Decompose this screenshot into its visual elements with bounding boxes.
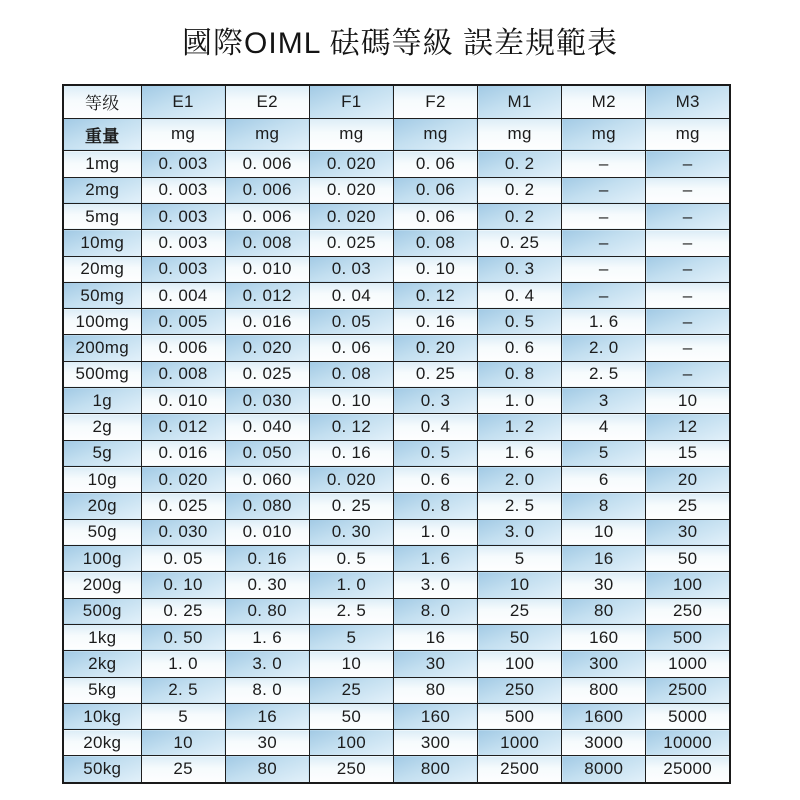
table-row-50g — [63, 519, 730, 545]
value-cell: 0. 80 — [225, 598, 309, 624]
value-cell: 80 — [225, 756, 309, 783]
value-cell: 0. 003 — [141, 203, 225, 229]
value-cell: 0. 2 — [478, 177, 562, 203]
class-header-row — [63, 85, 730, 118]
value-cell: 0. 020 — [309, 177, 393, 203]
table-row-1kg — [63, 624, 730, 650]
value-cell: 0. 012 — [141, 414, 225, 440]
value-cell: 0. 2 — [478, 203, 562, 229]
value-cell: 30 — [562, 572, 646, 598]
value-cell: 0. 040 — [225, 414, 309, 440]
table-row-2g — [63, 414, 730, 440]
class-header-E2: E2 — [225, 85, 309, 118]
value-cell: 0. 06 — [309, 335, 393, 361]
value-cell: – — [562, 151, 646, 177]
value-cell: 5 — [562, 440, 646, 466]
unit-cell: mg — [225, 118, 309, 151]
value-cell: 0. 020 — [225, 335, 309, 361]
value-cell: 80 — [562, 598, 646, 624]
weight-cell: 100g — [63, 545, 141, 571]
value-cell: 0. 2 — [478, 151, 562, 177]
value-cell: 0. 05 — [309, 309, 393, 335]
weight-cell: 500g — [63, 598, 141, 624]
weight-cell: 200g — [63, 572, 141, 598]
unit-cell: mg — [562, 118, 646, 151]
value-cell: 0. 8 — [478, 361, 562, 387]
value-cell: 0. 25 — [478, 230, 562, 256]
value-cell: 300 — [393, 730, 477, 756]
value-cell: 0. 008 — [141, 361, 225, 387]
value-cell: 0. 10 — [393, 256, 477, 282]
value-cell: – — [562, 203, 646, 229]
class-header-M3: M3 — [646, 85, 730, 118]
value-cell: 0. 020 — [141, 467, 225, 493]
value-cell: 0. 006 — [225, 203, 309, 229]
class-header-F1: F1 — [309, 85, 393, 118]
value-cell: – — [646, 309, 730, 335]
table-row-100g — [63, 545, 730, 571]
value-cell: 160 — [562, 624, 646, 650]
value-cell: 0. 025 — [309, 230, 393, 256]
weight-cell: 5kg — [63, 677, 141, 703]
weight-cell: 100mg — [63, 309, 141, 335]
value-cell: 0. 5 — [393, 440, 477, 466]
value-cell: – — [646, 361, 730, 387]
value-cell: 0. 008 — [225, 230, 309, 256]
value-cell: 10 — [646, 388, 730, 414]
value-cell: 1. 2 — [478, 414, 562, 440]
value-cell: 0. 10 — [141, 572, 225, 598]
value-cell: 0. 3 — [393, 388, 477, 414]
value-cell: 3. 0 — [225, 651, 309, 677]
value-cell: 0. 006 — [141, 335, 225, 361]
value-cell: 0. 030 — [141, 519, 225, 545]
value-cell: 12 — [646, 414, 730, 440]
value-cell: 0. 4 — [393, 414, 477, 440]
value-cell: – — [562, 282, 646, 308]
value-cell: 0. 3 — [478, 256, 562, 282]
value-cell: 0. 020 — [309, 203, 393, 229]
page-title: 國際OIML 砝碼等級 誤差規範表 — [182, 27, 618, 60]
value-cell: 0. 003 — [141, 177, 225, 203]
value-cell: 2500 — [478, 756, 562, 783]
value-cell: 0. 5 — [309, 545, 393, 571]
value-cell: 0. 025 — [225, 361, 309, 387]
weight-cell: 2mg — [63, 177, 141, 203]
class-header-F2: F2 — [393, 85, 477, 118]
value-cell: 1. 0 — [141, 651, 225, 677]
value-cell: 2. 5 — [562, 361, 646, 387]
value-cell: 160 — [393, 703, 477, 729]
weight-cell: 20g — [63, 493, 141, 519]
oiml-tolerance-table — [62, 84, 731, 784]
value-cell: 0. 16 — [309, 440, 393, 466]
value-cell: 8. 0 — [393, 598, 477, 624]
value-cell: 0. 25 — [141, 598, 225, 624]
unit-cell: mg — [646, 118, 730, 151]
table-row-20kg — [63, 730, 730, 756]
value-cell: – — [646, 151, 730, 177]
value-cell: 0. 050 — [225, 440, 309, 466]
value-cell: 2. 0 — [478, 467, 562, 493]
value-cell: 0. 04 — [309, 282, 393, 308]
value-cell: 0. 006 — [225, 177, 309, 203]
value-cell: 8. 0 — [225, 677, 309, 703]
value-cell: 0. 30 — [225, 572, 309, 598]
value-cell: 0. 25 — [309, 493, 393, 519]
value-cell: 30 — [646, 519, 730, 545]
value-cell: 100 — [478, 651, 562, 677]
value-cell: 800 — [562, 677, 646, 703]
table-row-200g — [63, 572, 730, 598]
value-cell: 0. 16 — [393, 309, 477, 335]
value-cell: 500 — [646, 624, 730, 650]
value-cell: – — [646, 177, 730, 203]
value-cell: 0. 50 — [141, 624, 225, 650]
weight-cell: 10mg — [63, 230, 141, 256]
value-cell: 5000 — [646, 703, 730, 729]
value-cell: 0. 016 — [141, 440, 225, 466]
value-cell: 0. 010 — [225, 256, 309, 282]
value-cell: 10 — [309, 651, 393, 677]
table-row-10mg — [63, 230, 730, 256]
value-cell: 300 — [562, 651, 646, 677]
table-row-500g — [63, 598, 730, 624]
value-cell: 1000 — [646, 651, 730, 677]
weight-cell: 1g — [63, 388, 141, 414]
value-cell: – — [646, 230, 730, 256]
class-header-E1: E1 — [141, 85, 225, 118]
weight-cell: 20mg — [63, 256, 141, 282]
value-cell: 25 — [478, 598, 562, 624]
value-cell: 250 — [309, 756, 393, 783]
value-cell: 0. 5 — [478, 309, 562, 335]
value-cell: 0. 025 — [141, 493, 225, 519]
table-row-10kg — [63, 703, 730, 729]
table-row-50kg — [63, 756, 730, 783]
value-cell: 25000 — [646, 756, 730, 783]
weight-cell: 500mg — [63, 361, 141, 387]
value-cell: 0. 25 — [393, 361, 477, 387]
value-cell: 0. 016 — [225, 309, 309, 335]
value-cell: – — [646, 256, 730, 282]
value-cell: 0. 003 — [141, 230, 225, 256]
value-cell: 1. 0 — [393, 519, 477, 545]
value-cell: 100 — [309, 730, 393, 756]
value-cell: 1. 6 — [478, 440, 562, 466]
value-cell: – — [562, 230, 646, 256]
table-row-50mg — [63, 282, 730, 308]
value-cell: 3. 0 — [393, 572, 477, 598]
value-cell: 30 — [393, 651, 477, 677]
class-header-M1: M1 — [478, 85, 562, 118]
weight-cell: 200mg — [63, 335, 141, 361]
value-cell: 100 — [646, 572, 730, 598]
table-row-2mg — [63, 177, 730, 203]
value-cell: 0. 4 — [478, 282, 562, 308]
value-cell: – — [646, 335, 730, 361]
value-cell: 1. 6 — [225, 624, 309, 650]
value-cell: 0. 005 — [141, 309, 225, 335]
value-cell: 50 — [309, 703, 393, 729]
value-cell: 1. 6 — [393, 545, 477, 571]
unit-row — [63, 118, 730, 151]
weight-cell: 5g — [63, 440, 141, 466]
value-cell: 8000 — [562, 756, 646, 783]
value-cell: 10 — [562, 519, 646, 545]
value-cell: 0. 003 — [141, 151, 225, 177]
weight-cell: 10g — [63, 467, 141, 493]
weight-cell: 5mg — [63, 203, 141, 229]
table-row-5kg — [63, 677, 730, 703]
unit-cell: mg — [141, 118, 225, 151]
value-cell: 25 — [141, 756, 225, 783]
weight-cell: 1mg — [63, 151, 141, 177]
table-row-500mg — [63, 361, 730, 387]
table-row-10g — [63, 467, 730, 493]
value-cell: 16 — [562, 545, 646, 571]
value-cell: 80 — [393, 677, 477, 703]
value-cell: 250 — [478, 677, 562, 703]
value-cell: 3000 — [562, 730, 646, 756]
value-cell: 500 — [478, 703, 562, 729]
value-cell: 8 — [562, 493, 646, 519]
value-cell: 16 — [225, 703, 309, 729]
value-cell: 0. 20 — [393, 335, 477, 361]
value-cell: 2500 — [646, 677, 730, 703]
value-cell: 0. 30 — [309, 519, 393, 545]
table-row-100mg — [63, 309, 730, 335]
value-cell: 0. 06 — [393, 151, 477, 177]
value-cell: 0. 06 — [393, 203, 477, 229]
value-cell: 1. 0 — [309, 572, 393, 598]
table-row-5g — [63, 440, 730, 466]
value-cell: 2. 5 — [309, 598, 393, 624]
weight-cell: 1kg — [63, 624, 141, 650]
table-row-1mg — [63, 151, 730, 177]
value-cell: 0. 010 — [141, 388, 225, 414]
value-cell: 50 — [478, 624, 562, 650]
value-cell: 800 — [393, 756, 477, 783]
value-cell: 16 — [393, 624, 477, 650]
value-cell: 0. 6 — [393, 467, 477, 493]
value-cell: 0. 8 — [393, 493, 477, 519]
spec-table-body — [63, 85, 730, 783]
value-cell: 1. 6 — [562, 309, 646, 335]
value-cell: 20 — [646, 467, 730, 493]
table-row-200mg — [63, 335, 730, 361]
value-cell: 0. 003 — [141, 256, 225, 282]
weight-cell: 10kg — [63, 703, 141, 729]
value-cell: 10 — [478, 572, 562, 598]
value-cell: 0. 006 — [225, 151, 309, 177]
value-cell: 2. 0 — [562, 335, 646, 361]
value-cell: 0. 080 — [225, 493, 309, 519]
value-cell: 0. 004 — [141, 282, 225, 308]
table-row-5mg — [63, 203, 730, 229]
value-cell: 0. 012 — [225, 282, 309, 308]
value-cell: 250 — [646, 598, 730, 624]
value-cell: – — [562, 177, 646, 203]
table-row-20mg — [63, 256, 730, 282]
table-row-2kg — [63, 651, 730, 677]
unit-cell: mg — [393, 118, 477, 151]
value-cell: 0. 030 — [225, 388, 309, 414]
value-cell: 0. 060 — [225, 467, 309, 493]
value-cell: 2. 5 — [478, 493, 562, 519]
value-cell: 0. 03 — [309, 256, 393, 282]
value-cell: 3 — [562, 388, 646, 414]
class-header-M2: M2 — [562, 85, 646, 118]
value-cell: – — [646, 203, 730, 229]
value-cell: 1600 — [562, 703, 646, 729]
weight-cell: 50mg — [63, 282, 141, 308]
value-cell: – — [646, 282, 730, 308]
weight-corner-label: 重量 — [63, 118, 141, 151]
value-cell: 25 — [646, 493, 730, 519]
weight-cell: 2kg — [63, 651, 141, 677]
unit-cell: mg — [478, 118, 562, 151]
value-cell: 25 — [309, 677, 393, 703]
value-cell: 0. 12 — [393, 282, 477, 308]
value-cell: 0. 020 — [309, 151, 393, 177]
value-cell: 10000 — [646, 730, 730, 756]
value-cell: 50 — [646, 545, 730, 571]
value-cell: 0. 6 — [478, 335, 562, 361]
value-cell: 3. 0 — [478, 519, 562, 545]
value-cell: – — [562, 256, 646, 282]
value-cell: 0. 08 — [393, 230, 477, 256]
value-cell: 0. 08 — [309, 361, 393, 387]
value-cell: 0. 020 — [309, 467, 393, 493]
unit-cell: mg — [309, 118, 393, 151]
value-cell: 2. 5 — [141, 677, 225, 703]
spec-table — [62, 84, 731, 784]
weight-cell: 20kg — [63, 730, 141, 756]
value-cell: 6 — [562, 467, 646, 493]
value-cell: 1. 0 — [478, 388, 562, 414]
value-cell: 0. 06 — [393, 177, 477, 203]
table-row-1g — [63, 388, 730, 414]
value-cell: 0. 010 — [225, 519, 309, 545]
value-cell: 5 — [309, 624, 393, 650]
value-cell: 0. 12 — [309, 414, 393, 440]
value-cell: 30 — [225, 730, 309, 756]
value-cell: 4 — [562, 414, 646, 440]
value-cell: 0. 10 — [309, 388, 393, 414]
value-cell: 15 — [646, 440, 730, 466]
class-corner-label: 等级 — [63, 85, 141, 118]
value-cell: 5 — [141, 703, 225, 729]
weight-cell: 50g — [63, 519, 141, 545]
table-row-20g — [63, 493, 730, 519]
value-cell: 5 — [478, 545, 562, 571]
value-cell: 0. 16 — [225, 545, 309, 571]
value-cell: 0. 05 — [141, 545, 225, 571]
weight-cell: 2g — [63, 414, 141, 440]
value-cell: 10 — [141, 730, 225, 756]
value-cell: 1000 — [478, 730, 562, 756]
weight-cell: 50kg — [63, 756, 141, 783]
